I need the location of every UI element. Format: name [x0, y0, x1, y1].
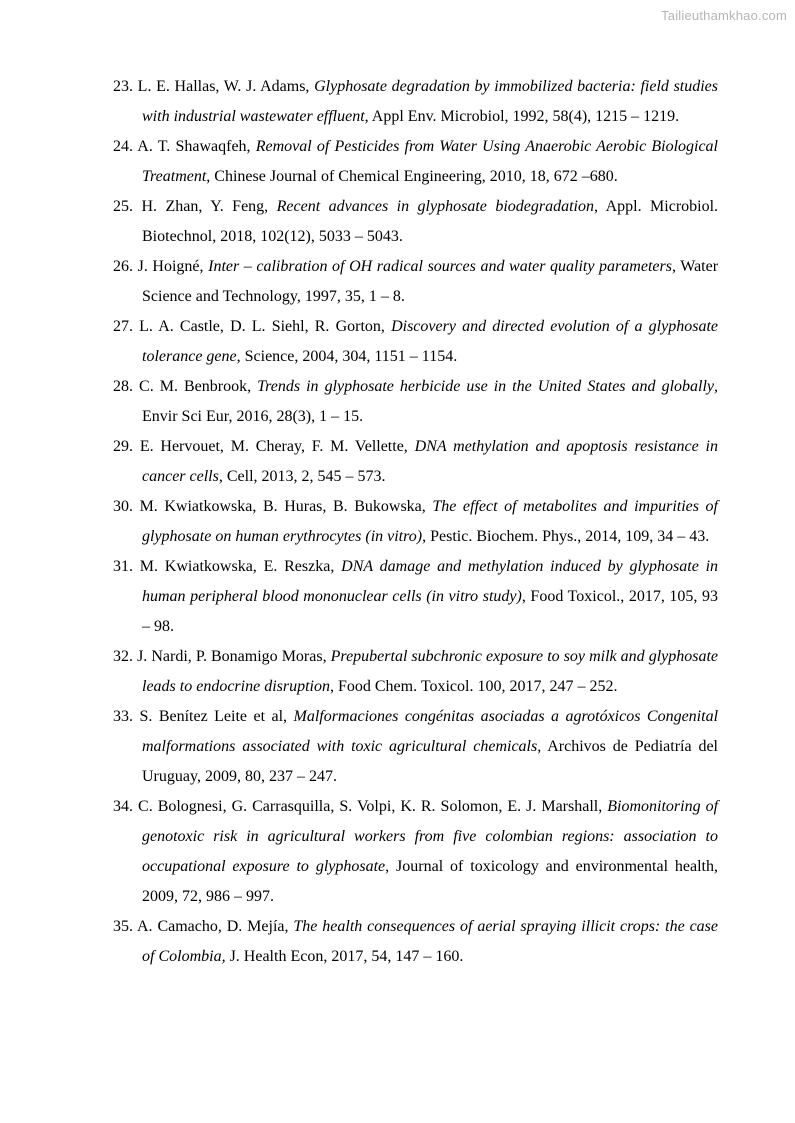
reference-number: 33.: [113, 708, 133, 725]
reference-authors: J. Hoigné,: [137, 258, 204, 275]
reference-title: Malformaciones congénitas asociadas a agrotóxicos Congenital malformations associated with toxic agricultural chemicals: [142, 708, 719, 755]
reference-number: 24.: [113, 138, 133, 155]
reference-title: The effect of metabolites and impurities of glyphosate on human erythrocytes (in vitro): [142, 498, 719, 545]
reference-authors: L. E. Hallas, W. J. Adams,: [137, 78, 310, 95]
reference-title: Prepubertal subchronic exposure to soy milk and glyphosate leads to endocrine disruption: [142, 648, 719, 695]
reference-title: Recent advances in glyphosate biodegradation: [276, 198, 594, 215]
reference-number: 25.: [113, 198, 133, 215]
reference-authors: M. Kwiatkowska, E. Reszka,: [139, 558, 335, 575]
reference-authors: S. Benítez Leite et al,: [139, 708, 288, 725]
reference-title: The health consequences of aerial spraying illicit crops: the case of Colombia,: [142, 918, 718, 965]
reference-item-26: [113, 252, 718, 312]
reference-number: 34.: [113, 798, 133, 815]
reference-number: 35.: [113, 918, 133, 935]
reference-source: , Cell, 2013, 2, 545 – 573.: [218, 468, 386, 485]
reference-title: Biomonitoring of genotoxic risk in agricultural workers from five colombian regions: association to occupational exposure to glyphosate: [142, 798, 719, 875]
reference-authors: H. Zhan, Y. Feng,: [141, 198, 269, 215]
reference-item-24: [113, 132, 718, 192]
reference-authors: J. Nardi, P. Bonamigo Moras,: [137, 648, 327, 665]
reference-number: 26.: [113, 258, 133, 275]
reference-source: , Pestic. Biochem. Phys., 2014, 109, 34 – 43.: [422, 528, 710, 545]
reference-source: , Journal of toxicology and environmental health, 2009, 72, 986 – 997.: [142, 858, 718, 905]
reference-authors: A. T. Shawaqfeh,: [137, 138, 251, 155]
reference-source: , Chinese Journal of Chemical Engineering, 2010, 18, 672 –680.: [206, 168, 618, 185]
reference-title: DNA damage and methylation induced by glyphosate in human peripheral blood mononuclear cells (in vitro study): [142, 558, 719, 605]
reference-title: DNA methylation and apoptosis resistance in cancer cells: [142, 438, 719, 485]
reference-item-33: [113, 702, 718, 792]
reference-list: [113, 72, 718, 972]
reference-item-35: [113, 912, 718, 972]
reference-title: Trends in glyphosate herbicide use in the United States and globally: [257, 378, 715, 395]
reference-title: Inter – calibration of OH radical sources and water quality parameters: [208, 258, 672, 275]
reference-source: , Food Chem. Toxicol. 100, 2017, 247 – 252.: [329, 678, 618, 695]
reference-item-27: [113, 312, 718, 372]
reference-number: 29.: [113, 438, 133, 455]
reference-number: 23.: [113, 78, 133, 95]
reference-item-25: [113, 192, 718, 252]
reference-number: 30.: [113, 498, 133, 515]
reference-source: , Archivos de Pediatría del Uruguay, 2009, 80, 237 – 247.: [142, 738, 718, 785]
reference-source: J. Health Econ, 2017, 54, 147 – 160.: [225, 948, 464, 965]
reference-item-29: [113, 432, 718, 492]
reference-item-23: [113, 72, 718, 132]
reference-item-28: [113, 372, 718, 432]
reference-title: Glyphosate degradation by immobilized bacteria: field studies with industrial wastewater effluent: [142, 78, 719, 125]
reference-authors: E. Hervouet, M. Cheray, F. M. Vellette,: [139, 438, 408, 455]
reference-item-30: [113, 492, 718, 552]
watermark-text: Tailieuthamkhao.com: [661, 8, 787, 23]
reference-authors: L. A. Castle, D. L. Siehl, R. Gorton,: [139, 318, 385, 335]
reference-authors: A. Camacho, D. Mejía,: [137, 918, 289, 935]
reference-authors: C. M. Benbrook,: [139, 378, 252, 395]
reference-item-34: [113, 792, 718, 912]
reference-source: , Water Science and Technology, 1997, 35, 1 – 8.: [142, 258, 719, 305]
reference-source: , Science, 2004, 304, 1151 – 1154.: [236, 348, 458, 365]
reference-number: 27.: [113, 318, 133, 335]
reference-number: 28.: [113, 378, 133, 395]
reference-title: Discovery and directed evolution of a glyphosate tolerance gene: [142, 318, 718, 365]
reference-source: , Appl Env. Microbiol, 1992, 58(4), 1215 – 1219.: [364, 108, 680, 125]
reference-source: , Appl. Microbiol. Biotechnol, 2018, 102(12), 5033 – 5043.: [142, 198, 719, 245]
reference-item-31: [113, 552, 718, 642]
reference-authors: M. Kwiatkowska, B. Huras, B. Bukowska,: [139, 498, 426, 515]
reference-item-32: [113, 642, 718, 702]
reference-authors: C. Bolognesi, G. Carrasquilla, S. Volpi, K. R. Solomon, E. J. Marshall,: [138, 798, 603, 815]
reference-title: Removal of Pesticides from Water Using Anaerobic Aerobic Biological Treatment: [142, 138, 718, 185]
reference-number: 31.: [113, 558, 133, 575]
reference-source: , Envir Sci Eur, 2016, 28(3), 1 – 15.: [142, 378, 719, 425]
reference-number: 32.: [113, 648, 133, 665]
reference-source: , Food Toxicol., 2017, 105, 93 – 98.: [142, 588, 718, 635]
